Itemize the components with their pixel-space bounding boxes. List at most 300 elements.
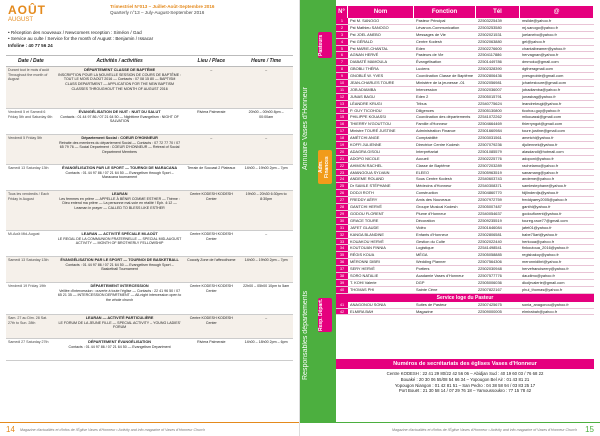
- row-name: ANDEME ROLAND: [350, 176, 384, 182]
- row-number: 25: [336, 183, 348, 189]
- row-name: LÉANDRE KRUGI: [350, 100, 382, 106]
- row-name: P. GUY TICOHOU: [350, 107, 382, 113]
- green-side-band: [300, 0, 336, 422]
- row-name: ELMIRA BAH: [350, 308, 374, 314]
- row-activity-title: ÉVANGÉLISATION PAR LE SPORT — TOURNOI DE BASKETBALL: [60, 258, 179, 263]
- right-footer: [300, 422, 600, 436]
- row-email[interactable]: joelanebo@yahoo.fr: [522, 31, 557, 37]
- row-function: Construction: [416, 190, 438, 196]
- row-phone: 22541072262: [478, 114, 502, 120]
- row-number: 28: [336, 204, 348, 210]
- row-phone: 22504860770: [478, 190, 502, 196]
- row-phone: 22505130800: [478, 107, 502, 113]
- row-name: SORO NATALIE: [350, 272, 379, 278]
- directory-row: [336, 183, 594, 190]
- row-email[interactable]: meronnidibri@yahoo.fr: [522, 259, 562, 265]
- row-date: Vendredi 5 Friday 5th: [8, 136, 43, 141]
- row-phone: 22507425675: [478, 301, 502, 307]
- row-function: Famille d'Honneur: [416, 121, 448, 127]
- row-date: Samedi 13 Saturday 13th: [8, 166, 49, 171]
- row-name: JUNAS BAGU: [350, 93, 375, 99]
- row-time: 19h00 – 20h30 6:30pm to 8:30pm: [245, 192, 287, 201]
- row-phone: 22502276600: [478, 45, 502, 51]
- row-activity-body: Les femmes en prière — APPELLE À BÉNIR COMME ESTHER — Thème : Dieu entend ma prière — La personne mal-voie en réalité ! Eph. 4:12 — Leaman in prayer — CALLED TO BLESS LIKE ESTHER: [59, 196, 180, 210]
- row-name: ANAGONOU SONIA: [350, 301, 386, 307]
- service-section-title: Service loge du Pasteur: [336, 294, 594, 302]
- row-number: 10: [336, 80, 348, 86]
- row-activity-body: LE REGAL DE LA COMMUNION FRATERNELLE — SPECIAL MID-AUGUST ACTIVITY — MONTH OF BROTHERLY FELLOWSHIP: [57, 236, 182, 246]
- schedule-table: [6, 67, 293, 361]
- directory-row: [336, 46, 594, 53]
- row-name: KANGA BLANDINE: [350, 231, 384, 237]
- row-email[interactable]: junasbag@yahoo.fr: [522, 93, 556, 99]
- directory-row: [336, 121, 594, 128]
- contacts-block: [336, 369, 594, 396]
- row-function: Administration Finance: [416, 128, 456, 134]
- row-phone: 22507577776: [478, 272, 502, 278]
- directory-row: [336, 287, 594, 294]
- schedule-row: [6, 109, 293, 135]
- directory-row: [336, 218, 594, 225]
- directory-row: [336, 80, 594, 87]
- row-function: Suites de Pasteur: [416, 301, 447, 307]
- row-name: Pst GÉRALD: [350, 38, 373, 44]
- row-activity-title: LEARAN — ACTIVITÉ SPÉCIALE MI-AOÛT: [81, 232, 158, 237]
- row-number: 31: [336, 225, 348, 231]
- contact-line: Centre KODESH : 22 41 29 80/22 42 56 06 – Abidjan Sud : 40 19 60 03 / 76 68 22: [386, 371, 544, 376]
- row-function: Amis des Nouveaux: [416, 197, 451, 203]
- row-name: Pst JOEL ANEBO: [350, 31, 381, 37]
- row-email[interactable]: dgtheragmail.com: [522, 66, 553, 72]
- row-phone: 22502022440: [478, 238, 502, 244]
- note-newcomers: • Réception des nouveaux / Newcomers reception : Siméon / Gad: [8, 30, 142, 35]
- directory-row: [336, 211, 594, 218]
- row-number: 19: [336, 142, 348, 148]
- row-name: GANTCHI HERVÉ: [350, 204, 382, 210]
- row-function: Comptabilité: [416, 135, 438, 141]
- row-activity-body: Contacts : 01 44 97 86 / 07 21 64 50 — Evangelism through Sport – Basketball Tournament: [65, 262, 174, 272]
- row-number: 13: [336, 101, 348, 107]
- row-number: 18: [336, 135, 348, 141]
- row-phone: 22507822167: [478, 286, 502, 292]
- directory-row: [336, 66, 594, 73]
- directory-row: [336, 245, 594, 252]
- row-name: AMÉTCHI ANGE: [350, 135, 380, 141]
- row-phone: 22502030948: [478, 266, 502, 272]
- directory-row: [336, 135, 594, 142]
- row-phone: 22502056981: [478, 80, 502, 86]
- directory-row: [336, 309, 594, 316]
- row-phone: 22507079236: [478, 142, 502, 148]
- page-number-left: 14: [6, 425, 15, 434]
- schedule-row: [6, 283, 293, 315]
- issue-label: Trimestriel N°013 – Juillet-Août-Septembre 2016: [110, 4, 215, 9]
- row-activity: [56, 283, 184, 314]
- row-function: Pasteurs de Vie: [416, 52, 444, 58]
- row-phone: 22505058885: [478, 252, 502, 258]
- row-activity-body: LE FORUM DE LA JEUNE FILLE — SPECIAL ACTIVITY – YOUNG LADIES' FORUM: [58, 320, 181, 330]
- directory-row: [336, 170, 594, 177]
- row-email[interactable]: freddyaery2005@yahoo.fr: [522, 197, 568, 203]
- directory-row: [336, 149, 594, 156]
- row-phone: 22540775624: [478, 100, 502, 106]
- row-number: 26: [336, 190, 348, 196]
- row-activity-title: DÉPARTEMENT CLASSE DE BAPTÊME: [84, 68, 156, 73]
- directory-row: [336, 59, 594, 66]
- row-email[interactable]: ganthi@yahoo.fr: [522, 204, 551, 210]
- row-email[interactable]: elmirabah@yahoo.fr: [522, 308, 558, 314]
- row-function: Intercession: [416, 86, 437, 92]
- row-function: MÉGA: [416, 252, 428, 258]
- row-number: 39: [336, 280, 348, 286]
- schedule-row: [6, 135, 293, 165]
- tab-admin-finances: Adm. Finances: [318, 150, 332, 184]
- row-function: Wedding Planner: [416, 259, 446, 265]
- contacts-title: Numéros de secrétariats des églises Vases d'Honneur: [336, 359, 594, 369]
- row-email[interactable]: samlestephane@yahoo.fr: [522, 183, 567, 189]
- directory-table: [336, 6, 594, 315]
- row-phone: 22540603743: [478, 176, 502, 182]
- row-time: –: [265, 136, 268, 141]
- row-email[interactable]: herkoua@yahoo.fr: [522, 238, 555, 244]
- row-function: Diligences: [416, 107, 434, 113]
- row-phone: 22502806436: [478, 73, 502, 79]
- directory-row: [336, 142, 594, 149]
- row-function: Lévanon-Communication: [416, 24, 460, 30]
- row-email[interactable]: fdjlinderdjs@yahoo.fr: [522, 190, 559, 196]
- row-email[interactable]: phui_thomas@yahoo.fr: [522, 286, 563, 292]
- directory-row: [336, 204, 594, 211]
- row-activity-body: Contacts : 01 44 97 86 / 07 21 64 50 — Nighttime Evangelism : NIGHT OF SALVATION: [60, 114, 179, 124]
- row-name: Pst Mathieu SANOGO: [350, 24, 389, 30]
- schedule-header: [6, 55, 293, 67]
- row-email[interactable]: leandrekrugi@yahoo.fr: [522, 100, 562, 106]
- side-title-departments: Responsables départements: [302, 290, 309, 380]
- row-number: 24: [336, 176, 348, 182]
- row-phone: 22502225776: [478, 155, 502, 161]
- row-date: Tous les vendredis / Each Friday in August: [8, 192, 49, 201]
- row-phone: 22509000005: [478, 308, 502, 314]
- row-name: ADOPO NICOLE: [350, 155, 380, 161]
- row-activity-title: ÉVANGÉLISATION PAR LE SPORT — TOURNOI DE MARACANA: [62, 166, 178, 171]
- row-phone: 22503225439: [478, 18, 502, 23]
- row-number: 7: [336, 59, 348, 65]
- row-email[interactable]: yvesgnoble@gmail.com: [522, 73, 564, 79]
- directory-row: [336, 87, 594, 94]
- directory-row: [336, 94, 594, 101]
- row-email[interactable]: hervefranciseery@yahoo.fr: [522, 266, 569, 272]
- note-infoline: Infoline : 40 77 56 24: [8, 42, 53, 48]
- directory-row: [336, 232, 594, 239]
- row-time: 22h00 – 05h00 10pm to 5am: [243, 284, 290, 289]
- row-email[interactable]: msilde@yahoo.fr: [522, 18, 552, 23]
- directory-row: [336, 302, 594, 309]
- row-phone: 22540054637: [478, 210, 502, 216]
- schedule-row: [6, 231, 293, 257]
- row-activity-title: ÉVANGÉLISATION DE NUIT : NUIT DU SALUT: [78, 110, 161, 115]
- row-time: 14h00 – 19h00 2pm – 7pm: [244, 258, 288, 263]
- footer-text-right: Magazine d'actualités et d'infos de l'Église Vases d'Honneur • Activity and info magazine of Vases d'Honneur Church: [392, 427, 578, 432]
- row-name: GNOBLÉ W. YVES: [350, 73, 384, 79]
- col-place: Lieu / Place: [197, 58, 226, 65]
- row-name: FREDDY AÉRY: [350, 197, 378, 203]
- row-name: ADAGRA GISOLI: [350, 148, 381, 154]
- row-email[interactable]: gel@yahoo.fr: [522, 38, 546, 44]
- directory-rows: [336, 18, 594, 294]
- row-name: MÉRONNI DIBRI: [350, 259, 380, 265]
- tab-pastors: Pasteurs: [318, 32, 332, 58]
- tab-department-heads: Resp. Départ.: [318, 298, 332, 332]
- row-function: Coordination Classe de Baptême: [416, 73, 474, 79]
- row-name: GRACE TOURE: [350, 217, 379, 223]
- row-name: Pst M. SANOGO: [350, 18, 380, 23]
- row-name: DIABATÉ MAMOULA: [350, 59, 388, 65]
- row-email[interactable]: djuliennek@yahoo.fr: [522, 142, 558, 148]
- row-number: 35: [336, 252, 348, 258]
- row-email[interactable]: jafet01@yahoo.fr: [522, 224, 552, 230]
- row-function: Tribus: [416, 100, 427, 106]
- row-email[interactable]: alasdandi@hotmail.com: [522, 148, 564, 154]
- row-function: Magazine: [416, 308, 433, 314]
- row-email[interactable]: jobadiamba@yahoo.fr: [522, 86, 561, 92]
- row-activity: [56, 315, 184, 338]
- row-function: Vidéo: [416, 224, 426, 230]
- directory-row: [336, 156, 594, 163]
- row-email[interactable]: dmmoku@gmail.com: [522, 59, 559, 65]
- row-name: AGNAN HERVÉ: [350, 52, 379, 58]
- row-email[interactable]: mikouassi@gmail.com: [522, 114, 561, 120]
- row-time: –: [265, 316, 268, 321]
- row-phone: 22541498541: [478, 245, 502, 251]
- row-number: 40: [336, 287, 348, 293]
- row-function: Sous Centre Kodesh: [416, 176, 452, 182]
- row-function: Messages de Vie: [416, 31, 446, 37]
- directory-row: [336, 239, 594, 246]
- row-activity-title: Département Social : COEUR D'HONNEUR: [81, 136, 158, 141]
- row-email[interactable]: finkoutoua_2016@yahoo.fr: [522, 245, 569, 251]
- row-function: Eden 2: [416, 93, 429, 99]
- row-time: 14h00 – 19h00 2pm – 7pm: [244, 166, 288, 171]
- col-email: @: [520, 6, 594, 18]
- directory-row: [336, 259, 594, 266]
- row-number: 32: [336, 232, 348, 238]
- contact-line: Bouaké : 20 30 06 55/08 54 66 34 – Yopougon Bel Air : 01 43 81 21: [400, 376, 530, 382]
- col-name: Nom: [348, 6, 414, 18]
- row-time: 14h00 – 18h00 2pm – 6pm: [244, 340, 288, 345]
- side-title-directory: Annuaire Vases d'Honneur: [302, 87, 309, 170]
- row-place: Terrain de Socoast 2 Plateaux: [187, 166, 236, 171]
- row-name: GODOU FLORENT: [350, 210, 384, 216]
- row-time: 20h00 – 00h00 8pm – 00:00am: [248, 110, 284, 119]
- directory-row: [336, 163, 594, 170]
- row-activity: [56, 231, 184, 256]
- directory-row: [336, 114, 594, 121]
- row-name: AMANGOUA SYLVAIN: [350, 169, 390, 175]
- row-activity: [56, 191, 184, 230]
- row-email[interactable]: daudimo@yahoo.fr: [522, 272, 555, 278]
- row-number: 42: [336, 309, 348, 315]
- row-function: Portiers: [416, 266, 430, 272]
- month-header: [0, 0, 299, 28]
- contact-line: Port Bouët : 21 30 58 14 / 07 29 76 18 – Yamoussoukro : 77 15 78 42: [398, 388, 532, 394]
- schedule-row: [6, 191, 293, 231]
- row-place: Cocody Zone de l'affecolhome: [187, 258, 236, 263]
- row-email[interactable]: ticohou.guy@yahoo.fr: [522, 107, 560, 113]
- row-email[interactable]: babe75art@yahoo.fr: [522, 231, 558, 237]
- row-email[interactable]: adoponi@yahoo.fr: [522, 155, 554, 161]
- row-place: Centre KODESH KODESH Center: [189, 316, 233, 325]
- row-email[interactable]: ametchi@yahoo.fr: [522, 135, 554, 141]
- row-date: Samedi 13 Saturday 13th: [8, 258, 49, 263]
- row-name: T. KOHI Valerie: [350, 279, 377, 285]
- directory-row: [336, 190, 594, 197]
- directory-row: [336, 266, 594, 273]
- directory-header: [336, 6, 594, 18]
- row-number: 36: [336, 259, 348, 265]
- row-email[interactable]: toure.justine@gmail.com: [522, 128, 565, 134]
- row-number: 3: [336, 32, 348, 38]
- row-date: Sam. 27 au Dim. 28 Sat. 27th to Sun. 28th: [8, 316, 48, 325]
- row-email[interactable]: godouflorent@yahoo.fr: [522, 210, 562, 216]
- row-number: 4: [336, 39, 348, 45]
- col-activities: Activités / activities: [96, 58, 143, 65]
- row-place: Centre KODESH KODESH Center: [189, 192, 233, 201]
- month-title: AOÛT: [8, 3, 46, 17]
- row-email[interactable]: hervagnan@yahoo.fr: [522, 52, 559, 58]
- row-email[interactable]: rachelamo@yahoo.fr: [522, 162, 559, 168]
- row-email[interactable]: dkoijrvalerie@gmail.com: [522, 279, 565, 285]
- row-activity-title: LEARAN — ACTIVITÉ PARTICULIÈRE: [85, 316, 154, 321]
- row-phone: 22504664469: [478, 121, 502, 127]
- issue-label-en: Quarterly n°13 – July-August-September 2016: [110, 10, 205, 15]
- col-number: N°: [336, 6, 348, 18]
- row-activity-body: INSCRIPTION POUR LA NOUVELLE SESSION DE COURS DE BAPTÊME : TOUT LE MOIS D'AOÛT 2016 — Contacts : 07 08 15 80 — BAPTISM CLASS DEPARTMENT — APPLICATION FOR THE NEW BAPTISM CLASSES THROUGHOUT THE MONTH OF AUGUST 2016: [58, 72, 182, 91]
- row-phone: 22504117886: [478, 52, 502, 58]
- row-email[interactable]: thierryngot@gmail.com: [522, 121, 563, 127]
- row-email[interactable]: andeme@yahoo.fr: [522, 176, 555, 182]
- row-phone: 22505007487: [478, 204, 502, 210]
- directory-row: [336, 39, 594, 46]
- row-date: Durant tout le mois d'août Throughout the month of August: [8, 68, 49, 82]
- row-number: 20: [336, 149, 348, 155]
- row-phone: 22505006036: [478, 279, 502, 285]
- row-name: THOMAS PHI: [350, 286, 375, 292]
- schedule-row: [6, 339, 293, 361]
- directory-row: [336, 128, 594, 135]
- row-function: Groupe Musical Kodesh: [416, 204, 458, 210]
- row-activity: [56, 109, 184, 134]
- row-function: Gestion du Culte: [416, 238, 445, 244]
- row-name: DODJI ROTH: [350, 190, 374, 196]
- row-number: 11: [336, 87, 348, 93]
- row-activity-body: Veillée d'intercession : ouverte à toute l'église — Contacts : 22 41 96 50 / 07 65 21 35 — INTERCESSION DEPARTMENT — All-night intercession open to the whole church: [57, 288, 182, 302]
- row-number: 12: [336, 94, 348, 100]
- row-activity-title: LEARAN: [111, 192, 128, 197]
- row-function: Pasteur Principal: [416, 18, 446, 23]
- row-function: Luciens: [416, 66, 430, 72]
- row-function: ELEEO: [416, 169, 429, 175]
- col-function: Fonction: [414, 6, 476, 18]
- row-place: –: [210, 136, 213, 141]
- row-number: 27: [336, 197, 348, 203]
- row-number: 6: [336, 52, 348, 58]
- schedule-row: [6, 257, 293, 283]
- row-number: 23: [336, 170, 348, 176]
- row-number: 1: [336, 18, 348, 24]
- contact-line: Yopougon Niangon : 01 42 81 51 – San Pedro : 04 38 58 94 / 03 83 25 17: [394, 382, 536, 388]
- row-activity-body: Contacts : 01 44 97 86 / 07 21 64 50 — Evangelism Department: [68, 344, 171, 349]
- row-number: 37: [336, 266, 348, 272]
- row-phone: 22507203289: [478, 162, 502, 168]
- row-function: Accueil: [416, 155, 429, 161]
- directory-row: [336, 280, 594, 287]
- row-phone: 22501646084: [478, 224, 502, 230]
- directory-row: [336, 52, 594, 59]
- directory-row: [336, 273, 594, 280]
- row-function: Sainte Cène: [416, 286, 438, 292]
- row-email[interactable]: jcharlestoure@gmail.com: [522, 80, 566, 86]
- row-function: Eden: [416, 45, 426, 51]
- row-email[interactable]: mj.sanogo@yahoo.fr: [522, 24, 558, 30]
- row-phone: 22503031561: [478, 135, 502, 141]
- row-function: DGP: [416, 279, 425, 285]
- row-number: 17: [336, 128, 348, 134]
- row-phone: 22503253580: [478, 24, 502, 30]
- row-activity-body: Contacts : 01 44 97 86 / 07 21 64 50 — Evangelism through Sport – Maracana tournament: [65, 170, 174, 180]
- service-rows: [336, 302, 594, 316]
- row-date: Vendredi 5 et Samedi 6 Friday 5th and Saturday 6th: [8, 110, 53, 119]
- directory-row: [336, 25, 594, 32]
- row-email[interactable]: sonia_anagonou@yahoo.fr: [522, 301, 569, 307]
- row-email[interactable]: regisbakoy@yahoo.fr: [522, 252, 559, 258]
- row-name: THIERRY N'GOUTTOU: [350, 121, 391, 127]
- row-phone: 22507564306: [478, 259, 502, 265]
- row-email[interactable]: chantalbeamer@yahoo.fr: [522, 45, 566, 51]
- month-title-en: AUGUST: [8, 17, 34, 23]
- row-place: Riviera Palmeraie: [197, 340, 226, 345]
- row-date: Samedi 27 Saturday 27th: [8, 340, 49, 345]
- row-number: 15: [336, 114, 348, 120]
- row-number: 9: [336, 73, 348, 79]
- row-name: JOB ADIAMBA: [350, 86, 376, 92]
- row-function: Coordination des départements: [416, 114, 471, 120]
- row-phone: 22502021531: [478, 31, 502, 37]
- row-name: RÉGIS KOUA: [350, 252, 375, 258]
- row-function: Acadamie Vases d'Honneur: [416, 272, 464, 278]
- row-activity-title: DÉPARTEMENT ÉVANGÉLISATION: [88, 340, 152, 345]
- row-function: Plume d'Honneur: [416, 210, 446, 216]
- directory-row: [336, 252, 594, 259]
- schedule-row: [6, 315, 293, 339]
- row-place: Centre KODESH KODESH Center: [189, 284, 233, 293]
- row-function: Logistique: [416, 245, 434, 251]
- row-name: KOUAKOU HERVÉ: [350, 238, 384, 244]
- row-email[interactable]: toureg.race77@gmail.com: [522, 217, 568, 223]
- row-phone: 22507972759: [478, 197, 502, 203]
- row-phone: 22509235519: [478, 217, 502, 223]
- row-function: Évangélisation: [416, 59, 442, 65]
- col-date: Date / Date: [17, 58, 44, 65]
- col-phone: Tél: [476, 6, 520, 18]
- right-page: [300, 0, 600, 436]
- row-email[interactable]: sanamang@yahoo.fr: [522, 169, 559, 175]
- directory-row: [336, 176, 594, 183]
- row-phone: 22540308371: [478, 183, 502, 189]
- row-date: Vendredi 19 Friday 19th: [8, 284, 47, 289]
- row-number: 2: [336, 25, 348, 31]
- row-function: Classe de Baptême: [416, 162, 450, 168]
- row-name: PHILIPPE KOUASSI: [350, 114, 386, 120]
